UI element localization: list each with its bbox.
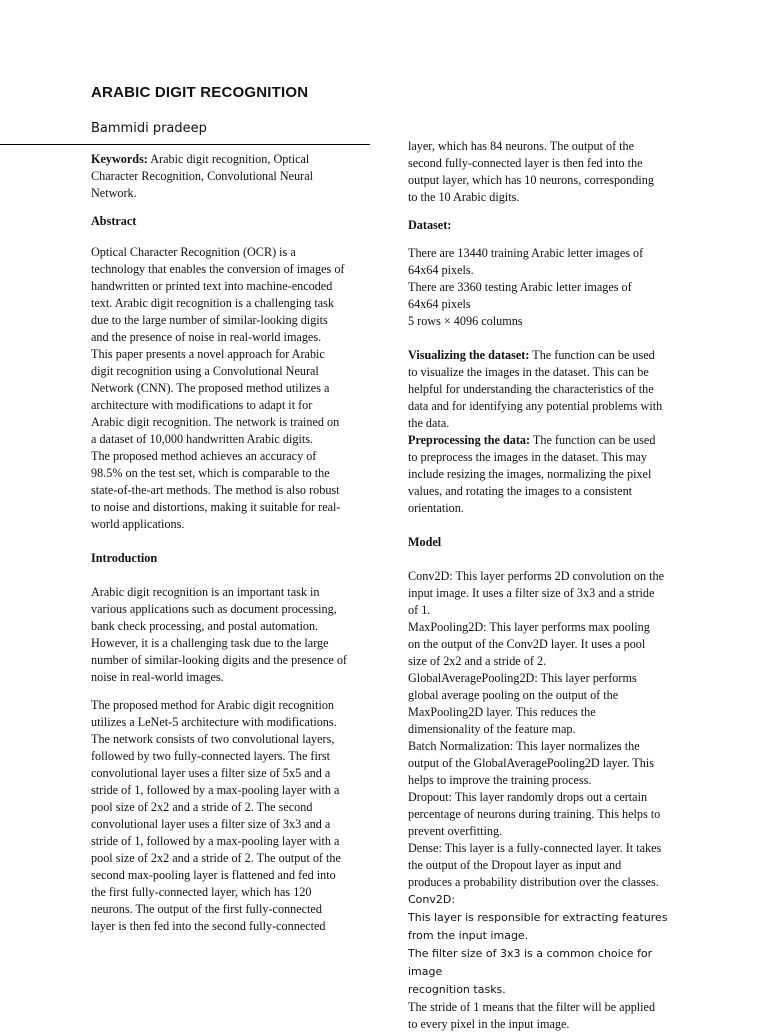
abstract-body: Optical Character Recognition (OCR) is a technology that enables the conversion of images of handwritten or printed text into machine-encoded text. Arabic digit recognition is a challenging task due to the large number of similar-looking digits and the presence of noise in real-world images. This paper presents a novel approach for Arabic digit recognition using a Convolutional Neural Network (CNN). The proposed method utilizes a architecture with modifications to adapt it for Arabic digit recognition. The network is trained on a dataset of 10,000 handwritten Arabic digits. The proposed method achieves an accuracy of 98.5% on the test set, which is comparable to the state-of-the-art methods. The method is also robust to noise and distortions, making it suitable for real- world applications. <box>91 245 345 531</box>
conv2d-notes: Conv2D: This layer is responsible for extracting features from the input image. The filter size of 3x3 is a common choice for image recognition tasks. <box>408 893 668 996</box>
visualizing-label: Visualizing the dataset: <box>408 348 530 362</box>
model-body: Conv2D: This layer performs 2D convolution on the input image. It uses a filter size of 3x3 and a stride of 1. MaxPooling2D: This layer performs max pooling on the output of the Conv2D layer. It uses a pool size of 2x2 and a stride of 2. GlobalAveragePooling2D: This layer performs global average pooling on the output of the MaxPooling2D layer. This reduces the dimensionality of the feature map. Batch Normalization: This layer normalizes the output of the GlobalAveragePooling2D layer. This helps to improve the training process. Dropout: This layer randomly drops out a certain percentage of neurons during training. This helps to prevent overfitting. Dense: This layer is a fully-connected layer. It takes the output of the Dropout layer as input and produces a probability distribution over the classes. <box>408 569 665 889</box>
author-name: Bammidi pradeep <box>91 121 207 136</box>
preprocessing-label: Preprocessing the data: <box>408 433 531 447</box>
keywords-line: Character Recognition, Convolutional Neural <box>91 169 314 183</box>
abstract-heading: Abstract <box>91 214 137 228</box>
keywords-label: Keywords: <box>91 152 148 166</box>
dataset-body: There are 13440 training Arabic letter images of 64x64 pixels. There are 3360 testing Arabic letter images of 64x64 pixels 5 rows × 4096 columns <box>408 246 644 328</box>
introduction-continued: layer, which has 84 neurons. The output of the second fully-connected layer is then fed into the output layer, which has 10 neurons, corresponding to the 10 Arabic digits. <box>408 139 654 204</box>
keywords-text: Arabic digit recognition, Optical <box>147 152 310 166</box>
paper-title: ARABIC DIGIT RECOGNITION <box>91 84 309 101</box>
visualizing-paragraph: Visualizing the dataset: The function can be used to visualize the images in the dataset. This can be helpful for understanding the characteristics of the data and for identifying any potential problems with the data. <box>408 348 663 430</box>
stride-notes: The stride of 1 means that the filter will be applied to every pixel in the input image. <box>408 1000 656 1031</box>
introduction-paragraph-2: The proposed method for Arabic digit recognition utilizes a LeNet-5 architecture with modifications. The network consists of two convolutional layers, followed by two fully-connected layers. The first convolutional layer uses a filter size of 5x5 and a stride of 1, followed by a max-pooling layer with a pool size of 2x2 and a stride of 2. The second convolutional layer uses a filter size of 3x3 and a stride of 1, followed by a max-pooling layer with a pool size of 2x2 and a stride of 2. The output of the second max-pooling layer is flattened and fed into the first fully-connected layer, which has 120 neurons. The output of the first fully-connected layer is then fed into the second fully-connected <box>91 698 341 933</box>
right-column <box>408 138 683 1033</box>
keywords-line <box>91 151 363 168</box>
introduction-paragraph-1: Arabic digit recognition is an important task in various applications such as document processing, bank check processing, and postal automation. However, it is a challenging task due to the large number of similar-looking digits and the presence of noise in real-world images. <box>91 585 347 684</box>
introduction-heading: Introduction <box>91 551 158 565</box>
preprocessing-paragraph: Preprocessing the data: The function can be used to preprocess the images in the dataset. This may include resizing the images, normalizing the pixel values, and rotating the images to a consistent orientation. <box>408 433 656 515</box>
keywords-line: Network. <box>91 186 137 200</box>
model-heading: Model <box>408 535 442 549</box>
left-column <box>91 151 363 935</box>
header-rule <box>0 144 370 145</box>
dataset-heading: Dataset: <box>408 218 452 232</box>
